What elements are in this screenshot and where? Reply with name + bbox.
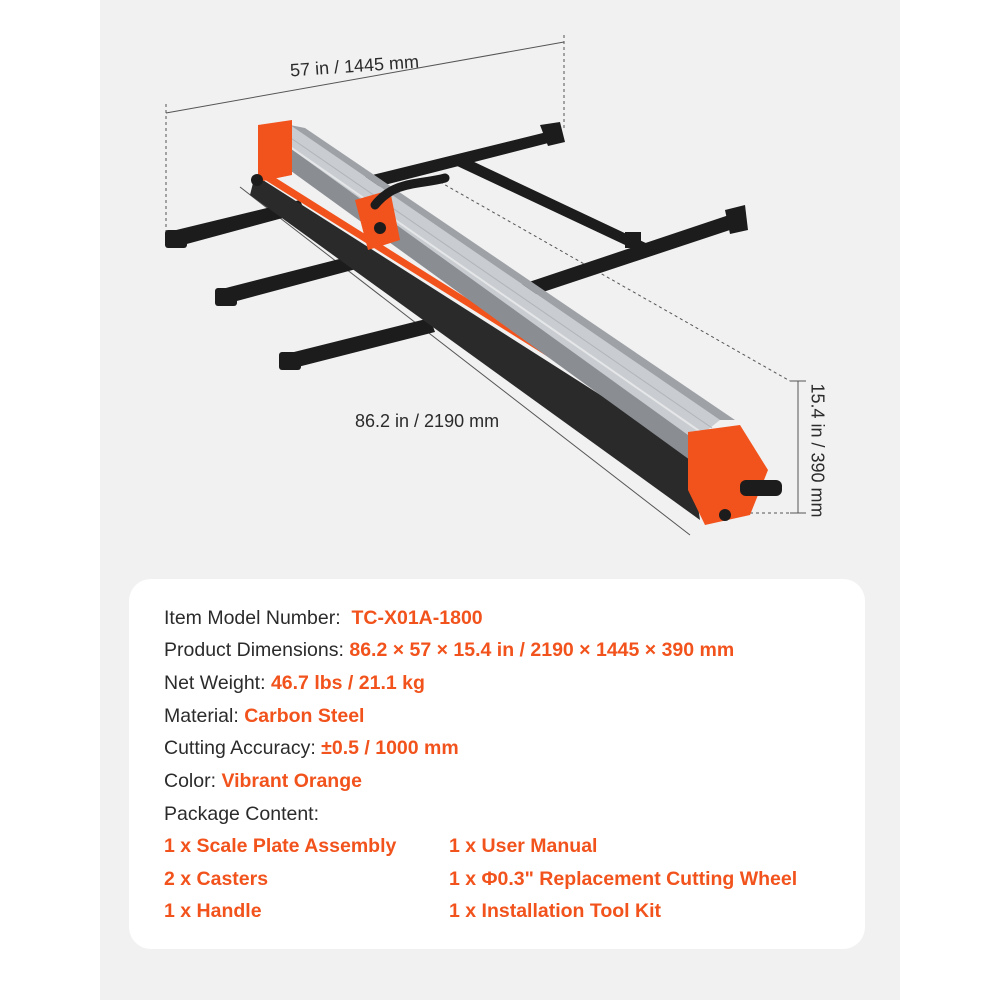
spec-label: Material:: [164, 705, 239, 727]
spec-value: 86.2 × 57 × 15.4 in / 2190 × 1445 × 390 mm: [349, 639, 735, 661]
spec-value: TC-X01A-1800: [351, 607, 483, 629]
spec-value: Carbon Steel: [244, 705, 365, 727]
length-dimension-label: 86.2 in / 2190 mm: [355, 411, 500, 431]
spec-value: ±0.5 / 1000 mm: [321, 737, 459, 759]
package-item: 1 x User Manual: [449, 835, 598, 857]
base-beam: [250, 168, 705, 520]
package-item: 1 x Scale Plate Assembly: [164, 835, 397, 857]
package-content-label: Package Content:: [164, 803, 320, 825]
spec-material: [164, 705, 364, 728]
package-item: 1 x Handle: [164, 900, 262, 922]
spec-label: Cutting Accuracy:: [164, 737, 316, 759]
width-dimension-label: 57 in / 1445 mm: [289, 51, 420, 81]
package-item: 1 x Installation Tool Kit: [449, 900, 661, 922]
specification-card: [129, 579, 865, 949]
package-item: 2 x Casters: [164, 868, 269, 890]
spec-color: [164, 770, 362, 793]
spec-net-weight: [164, 672, 425, 695]
spec-label: Item Model Number:: [164, 607, 341, 629]
spec-label: Product Dimensions:: [164, 639, 344, 661]
spec-label: Net Weight:: [164, 672, 266, 694]
spec-value: 46.7 lbs / 21.1 kg: [270, 672, 425, 694]
spec-cutting-accuracy: [164, 737, 459, 760]
spec-value: Vibrant Orange: [221, 770, 362, 792]
package-item: 1 x Φ0.3" Replacement Cutting Wheel: [449, 868, 798, 890]
spec-product-dimensions: [164, 639, 734, 662]
spec-label: Color:: [164, 770, 217, 792]
height-dimension-label: 15.4 in / 390 mm: [807, 383, 828, 518]
spec-model-number: [164, 607, 483, 630]
